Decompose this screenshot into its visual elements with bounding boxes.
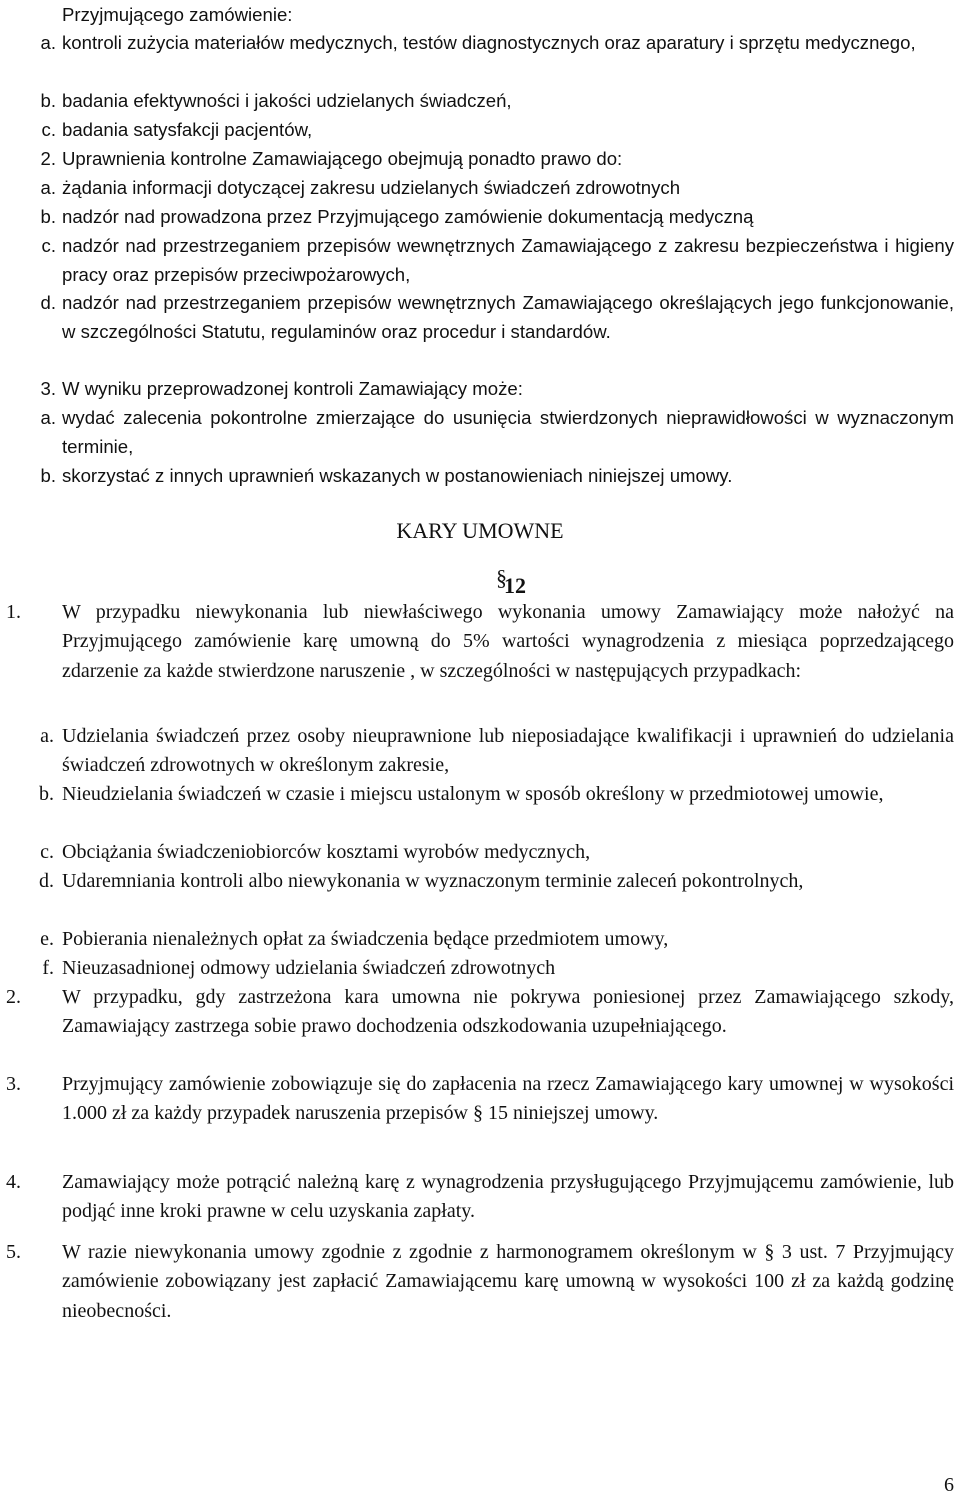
section-number <box>496 565 526 599</box>
list-item <box>0 144 954 173</box>
penalty-item <box>6 598 954 686</box>
section-sign: § <box>496 565 507 590</box>
item-marker: d. <box>40 292 56 313</box>
penalty-item <box>6 838 954 867</box>
penalty-text: Przyjmujący zamówienie zobowiązuje się do zapłacenia na rzecz Zamawiającego kary umownej w wysokości 1.000 zł za każdy przypadek naruszenia przepisów § 15 niniejszej umowy. <box>62 1073 954 1125</box>
penalty-text: Nieudzielania świadczeń w czasie i miejscu ustalonym w sposób określony w przedmiotowej umowie, <box>62 783 884 805</box>
penalty-marker: b. <box>39 783 54 805</box>
list-item <box>0 86 954 115</box>
item-text: wydać zalecenia pokontrolne zmierzające do usunięcia stwierdzonych nieprawidłowości w wyznaczonym terminie, <box>62 407 954 458</box>
item-text: W wyniku przeprowadzonej kontroli Zamawiający może: <box>62 378 523 399</box>
penalty-marker: 3. <box>6 1073 21 1095</box>
list-item <box>0 202 954 231</box>
section-heading: KARY UMOWNE <box>396 518 564 543</box>
page-number: 6 <box>944 1474 954 1496</box>
penalty-text: W razie niewykonania umowy zgodnie z zgodnie z harmonogramem określonym w § 3 ust. 7 Przyjmujący zamówienie zobowiązany jest zapłacić Zamawiającemu karę umowną w wysokości 100 zł za każdą godzinę nieobecności. <box>62 1241 954 1322</box>
item-marker: a. <box>40 407 56 428</box>
item-text: kontroli zużycia materiałów medycznych, testów diagnostycznych oraz aparatury i sprzętu medycznego, <box>62 32 916 53</box>
penalty-text: Udaremniania kontroli albo niewykonania w wyznaczonym terminie zaleceń pokontrolnych, <box>62 870 804 892</box>
item-marker: c. <box>41 235 56 256</box>
list-item <box>0 173 954 202</box>
penalty-item <box>6 1168 954 1227</box>
penalty-marker: 5. <box>6 1241 21 1263</box>
list-item <box>0 28 954 57</box>
item-text: nadzór nad prowadzona przez Przyjmującego zamówienie dokumentacją medyczną <box>62 206 754 227</box>
penalty-text: W przypadku, gdy zastrzeżona kara umowna nie pokrywa poniesionej przez Zamawiającego szkody, Zamawiający zastrzega sobie prawo dochodzenia odszkodowania uzupełniającego. <box>62 986 954 1038</box>
penalty-text: Udzielania świadczeń przez osoby nieuprawnione lub nieposiadające kwalifikacji i uprawnień do udzielania świadczeń zdrowotnych w określonym zakresie, <box>62 725 954 777</box>
item-text: żądania informacji dotyczącej zakresu udzielanych świadczeń zdrowotnych <box>62 177 681 198</box>
section-number-text: 12 <box>504 573 526 598</box>
item-text: Uprawnienia kontrolne Zamawiającego obejmują ponadto prawo do: <box>62 148 623 169</box>
penalty-text: W przypadku niewykonania lub niewłaściwego wykonania umowy Zamawiający może nałożyć na Przyjmującego zamówienie karę umowną do 5% wartości wynagrodzenia z miesiąca poprzedzającego zdarzenie za każde stwierdzone naruszenie , w szczególności w następujących przypadkach: <box>62 601 954 682</box>
penalty-text: Nieuzasadnionej odmowy udzielania świadczeń zdrowotnych <box>62 957 556 979</box>
penalty-text: Pobierania nienależnych opłat za świadczenia będące przedmiotem umowy, <box>62 928 669 950</box>
penalty-text: Obciążania świadczeniobiorców kosztami wyrobów medycznych, <box>62 841 591 863</box>
penalty-item <box>6 867 954 896</box>
item-marker: 2. <box>40 148 56 169</box>
penalty-marker: d. <box>39 870 54 892</box>
list-item <box>0 288 954 347</box>
item-marker: a. <box>40 177 56 198</box>
penalty-item <box>6 1238 954 1326</box>
penalty-item <box>6 954 954 983</box>
penalty-item <box>6 780 954 809</box>
list-item <box>0 115 954 144</box>
penalty-marker: 1. <box>6 601 21 623</box>
item-marker: b. <box>40 465 56 486</box>
item-text: skorzystać z innych uprawnień wskazanych w postanowieniach niniejszej umowy. <box>62 465 733 486</box>
intro-line <box>62 0 954 29</box>
penalty-item <box>6 983 954 1042</box>
penalty-marker: a. <box>40 725 54 747</box>
penalty-marker: c. <box>40 841 54 863</box>
penalty-marker: e. <box>40 928 54 950</box>
item-marker: b. <box>40 206 56 227</box>
penalty-item <box>6 1070 954 1129</box>
list-item <box>0 461 954 490</box>
item-marker: 3. <box>40 378 56 399</box>
list-item <box>0 231 954 290</box>
item-marker: a. <box>40 32 56 53</box>
list-item <box>0 374 954 403</box>
intro-text: Przyjmującego zamówienie: <box>62 4 293 25</box>
item-text: badania satysfakcji pacjentów, <box>62 119 313 140</box>
penalty-marker: f. <box>42 957 54 979</box>
item-text: badania efektywności i jakości udzielanych świadczeń, <box>62 90 512 111</box>
penalty-marker: 2. <box>6 986 21 1008</box>
item-text: nadzór nad przestrzeganiem przepisów wewnętrznych Zamawiającego określających jego funkcjonowanie, w szczególności Statutu, regulaminów oraz procedur i standardów. <box>62 292 954 343</box>
item-marker: c. <box>41 119 56 140</box>
penalty-item <box>6 722 954 781</box>
item-marker: b. <box>40 90 56 111</box>
penalty-text: Zamawiający może potrącić należną karę z wynagrodzenia przysługującego Przyjmującemu zamówienie, lub podjąć inne kroki prawne w celu uzyskania zapłaty. <box>62 1171 954 1223</box>
penalty-marker: 4. <box>6 1171 21 1193</box>
penalty-item <box>6 925 954 954</box>
item-text: nadzór nad przestrzeganiem przepisów wewnętrznych Zamawiającego z zakresu bezpieczeństwa i higieny pracy oraz przepisów przeciwpożarowych, <box>62 235 954 286</box>
list-item <box>0 403 954 462</box>
